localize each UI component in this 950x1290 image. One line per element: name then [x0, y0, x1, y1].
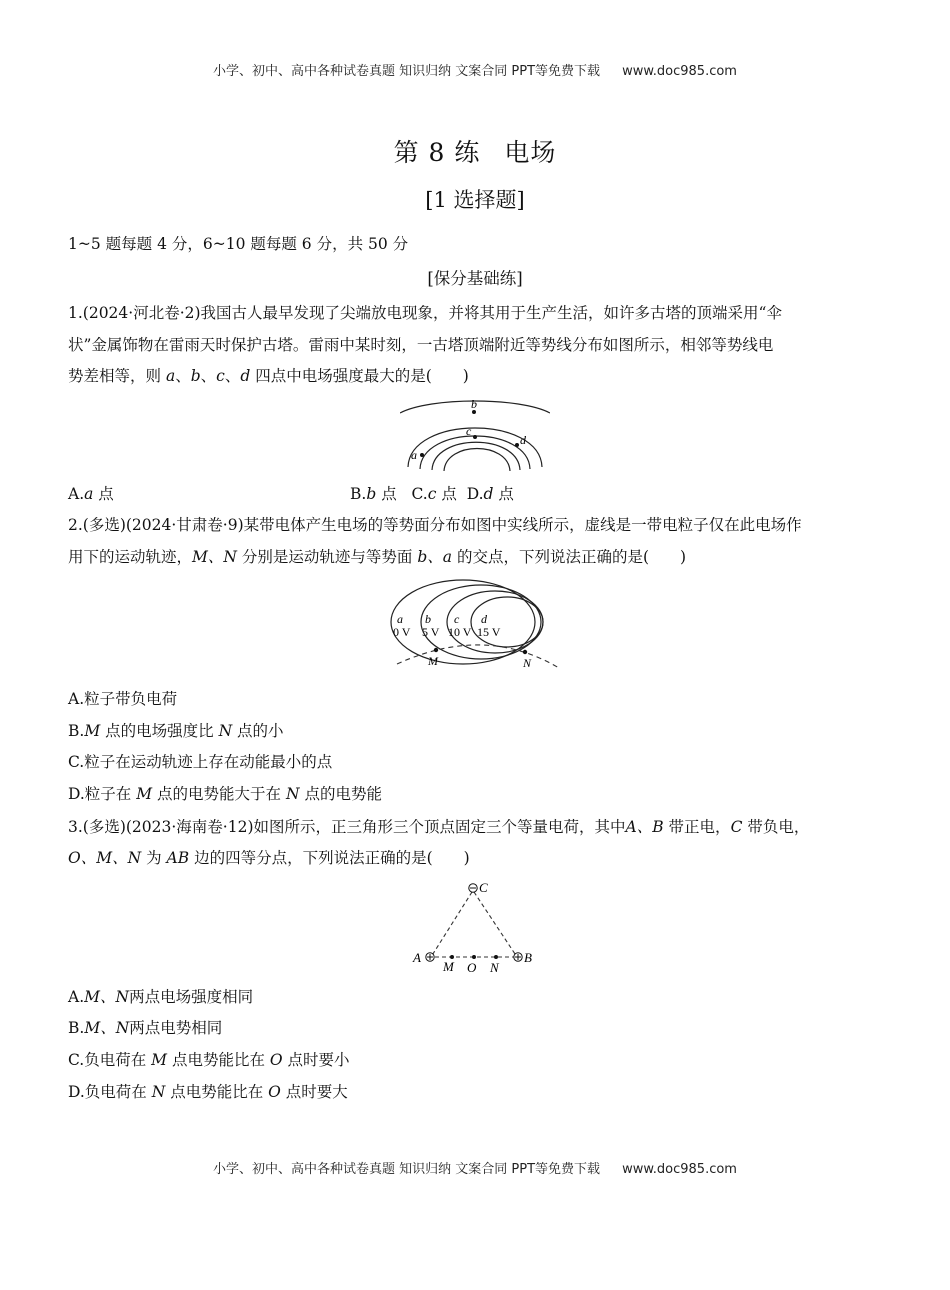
q3-line2: O、M、N 为 AB 边的四等分点，下列说法正确的是( ) — [68, 849, 470, 867]
q2-line2: 用下的运动轨迹，M、N 分别是运动轨迹与等势面 b、a 的交点，下列说法正确的是( ) — [68, 548, 687, 566]
q3-line1: 3.(多选)(2023·海南卷·12)如图所示，正三角形三个顶点固定三个等量电荷，其中A、B 带正电，C 带负电， — [68, 818, 810, 836]
q2-option-c[interactable]: C.粒子在运动轨迹上存在动能最小的点 — [68, 753, 333, 771]
footer-text: 小学、初中、高中各种试卷真题 知识归纳 文案合同 PPT等免费下载 — [213, 1162, 601, 1177]
q2-label-b: b — [425, 612, 431, 626]
q1-line1: 1.(2024·河北卷·2)我国古人最早发现了尖端放电现象，并将其用于生产生活，如许多古塔的顶端采用“伞 — [68, 304, 782, 322]
q1-line2: 状”金属饰物在雷雨天时保护古塔。雷雨中某时刻，一古塔顶端附近等势线分布如图所示，相邻等势线电 — [68, 336, 774, 354]
q1-label-c: c — [466, 424, 472, 438]
q1-point-a — [420, 453, 424, 457]
q3-triangle-figure — [408, 874, 548, 974]
q1-option-d[interactable]: D.d 点 — [466, 485, 514, 503]
page-header — [0, 60, 950, 79]
q1-point-d — [515, 443, 519, 447]
q3-label-M: M — [443, 959, 454, 974]
q3-label-B: B — [524, 950, 532, 965]
q2-label-c: c — [454, 612, 460, 626]
title-topic: 电场 — [504, 138, 557, 167]
q2-equipotential-figure — [385, 576, 565, 672]
q3-label-C: C — [479, 880, 488, 895]
q3-label-O: O — [467, 960, 477, 974]
q3-point-O — [472, 955, 476, 959]
q2-label-M: M — [428, 654, 438, 668]
q2-line1: 2.(多选)(2024·甘肃卷·9)某带电体产生电场的等势面分布如图中实线所示，虚线是一带电粒子仅在此电场作 — [68, 516, 802, 534]
q1-line3: 势差相等，则 a、b、c、d 四点中电场强度最大的是( ) — [68, 367, 469, 385]
q2-volt-5: 5 V — [422, 625, 440, 639]
q2-point-N — [523, 650, 527, 654]
q1-equipotential-figure — [400, 395, 550, 473]
title-lesson: 第 8 练 — [393, 138, 481, 167]
q2-point-M — [434, 648, 438, 652]
q1-options-bcd — [350, 484, 514, 504]
scoring-note: 1~5 题每题 4 分，6~10 题每题 6 分，共 50 分 — [68, 235, 409, 253]
q1-point-c — [473, 435, 477, 439]
q2-label-a: a — [397, 612, 403, 626]
footer-url[interactable]: www.doc985.com — [622, 1162, 737, 1177]
q1-option-b[interactable]: B.b 点 — [350, 485, 397, 503]
q1-label-a: a — [411, 448, 417, 462]
header-text: 小学、初中、高中各种试卷真题 知识归纳 文案合同 PPT等免费下载 — [213, 64, 601, 79]
q2-volt-15: 15 V — [477, 625, 501, 639]
q1-label-b: b — [471, 397, 477, 411]
section-heading: [保分基础练] — [427, 269, 523, 288]
page-footer — [0, 1158, 950, 1177]
q2-label-N: N — [523, 656, 532, 670]
q3-label-N: N — [490, 960, 499, 974]
q2-volt-10: 10 V — [448, 625, 472, 639]
page-title — [0, 133, 950, 169]
q2-volt-0: 0 V — [393, 625, 411, 639]
q2-option-d[interactable]: D.粒子在 M 点的电势能大于在 N 点的电势能 — [68, 785, 382, 803]
q3-option-c[interactable]: C.负电荷在 M 点电势能比在 O 点时要小 — [68, 1051, 350, 1069]
header-url[interactable]: www.doc985.com — [622, 64, 737, 79]
q3-option-d[interactable]: D.负电荷在 N 点电势能比在 O 点时要大 — [68, 1083, 348, 1101]
q1-label-d: d — [520, 433, 526, 447]
q3-point-N — [494, 955, 498, 959]
q3-option-b[interactable]: B.M、N两点电势相同 — [68, 1019, 223, 1037]
q2-option-b[interactable]: B.M 点的电场强度比 N 点的小 — [68, 722, 284, 740]
page-subtitle: [1 选择题] — [425, 188, 525, 212]
q3-option-a[interactable]: A.M、N两点电场强度相同 — [68, 988, 254, 1006]
q2-option-a[interactable]: A.粒子带负电荷 — [68, 690, 178, 708]
q1-option-a[interactable]: A.a 点 — [68, 485, 114, 503]
q3-label-A: A — [413, 950, 421, 965]
q1-option-c[interactable]: C.c 点 — [411, 485, 457, 503]
q2-label-d: d — [481, 612, 487, 626]
